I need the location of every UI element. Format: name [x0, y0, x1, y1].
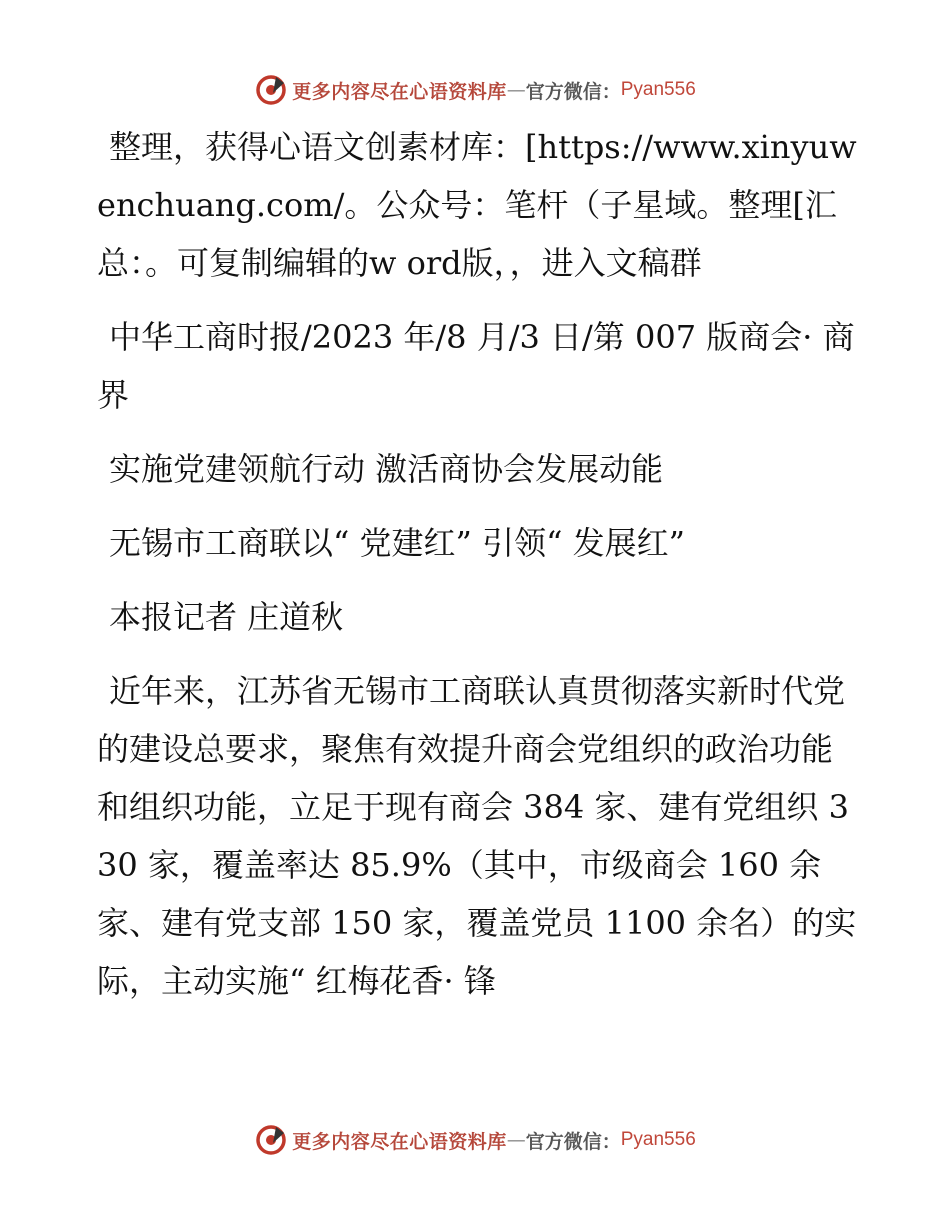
banner-slogan: 更多内容尽在心语资料库 — [292, 80, 507, 103]
article-subtitle: 无锡市工商联以“ 党建红” 引领“ 发展红” — [109, 524, 685, 562]
banner-separator: — — [506, 79, 526, 101]
footer-watermark-banner — [0, 1120, 950, 1160]
banner-wechat-id: Pyan556 — [620, 79, 696, 100]
brush-seal-logo-icon — [254, 1123, 288, 1157]
banner-slogan: 更多内容尽在心语资料库 — [292, 1130, 507, 1153]
document-body — [97, 118, 857, 1026]
banner-official-label: 官方微信： — [525, 1130, 621, 1153]
intro-paragraph: 整理，获得心语文创素材库：[https://www.xinyuwenchuang.com/。公众号：笔杆（子星域。整理[汇总：。可复制编辑的w ord版，，进入文稿群 — [97, 128, 857, 282]
banner-separator: — — [506, 1129, 526, 1151]
byline: 本报记者 庄道秋 — [109, 598, 344, 636]
article-title: 实施党建领航行动 激活商协会发展动能 — [109, 450, 664, 488]
brush-seal-logo-icon — [254, 73, 288, 107]
banner-official-label: 官方微信： — [525, 80, 621, 103]
header-watermark-banner — [0, 70, 950, 110]
body-paragraph: 近年来，江苏省无锡市工商联认真贯彻落实新时代党的建设总要求，聚焦有效提升商会党组织的政治功能和组织功能，立足于现有商会 384 家、建有党组织 330 家，覆盖率达 85.9%（其中，市级商会 160 余家、建有党支部 150 家，覆盖党员 1100 余名）的实际，主动实施“ 红梅花香· 锋 — [97, 672, 857, 1000]
banner-wechat-id: Pyan556 — [620, 1129, 696, 1150]
source-line: 中华工商时报/2023 年/8 月/3 日/第 007 版商会· 商界 — [97, 318, 855, 414]
